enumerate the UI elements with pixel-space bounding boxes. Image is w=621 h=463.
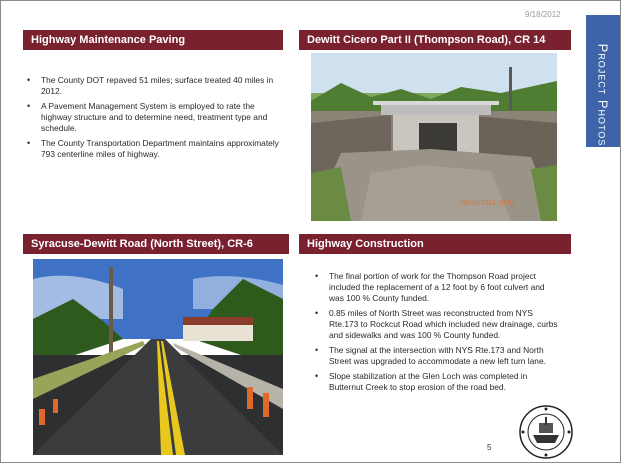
construction-header: Highway Construction [299, 234, 571, 254]
sidebar-title: Project Photos [595, 43, 611, 147]
photo-timestamp: 06/28/2012 10:51 [461, 200, 516, 207]
sidebar [582, 1, 620, 462]
syracuse-header: Syracuse-Dewitt Road (North Street), CR-6 [23, 234, 289, 254]
paving-bullet: • The County DOT repaved 51 miles; surface treated 40 miles in 2012. [25, 75, 287, 97]
slide-date: 9/18/2012 [525, 10, 561, 19]
sidebar-band [586, 15, 620, 147]
dewitt-header: Dewitt Cicero Part II (Thompson Road), CR 14 [299, 30, 571, 50]
paving-bullet: • A Pavement Management System is employed to rate the highway structure and to determine need, treatment type and schedule. [25, 101, 287, 134]
construction-bullet: • Slope stabilization at the Glen Loch was completed in Butternut Creek to stop erosion of the road bed. [313, 371, 561, 393]
construction-bullet: • 0.85 miles of North Street was reconstructed from NYS Rte.173 to Rockcut Road which included new drainage, curbs and sidewalks and was 100 % County funded. [313, 308, 561, 341]
paving-header: Highway Maintenance Paving [23, 30, 283, 50]
paving-bullets [25, 75, 287, 164]
county-seal-icon [519, 405, 573, 459]
construction-bullet: • The signal at the intersection with NYS Rte.173 and North Street was upgraded to accommodate a new left turn lane. [313, 345, 561, 367]
paving-bullet: • The County Transportation Department maintains approximately 793 centerline miles of highway. [25, 138, 287, 160]
construction-bullets [313, 271, 561, 397]
culvert-photo [311, 53, 557, 221]
page-number: 5 [487, 443, 492, 452]
construction-bullet: • The final portion of work for the Thompson Road project included the replacement of a 12 foot by 6 foot culvert and was 100 % County funded. [313, 271, 561, 304]
road-photo [33, 259, 283, 455]
